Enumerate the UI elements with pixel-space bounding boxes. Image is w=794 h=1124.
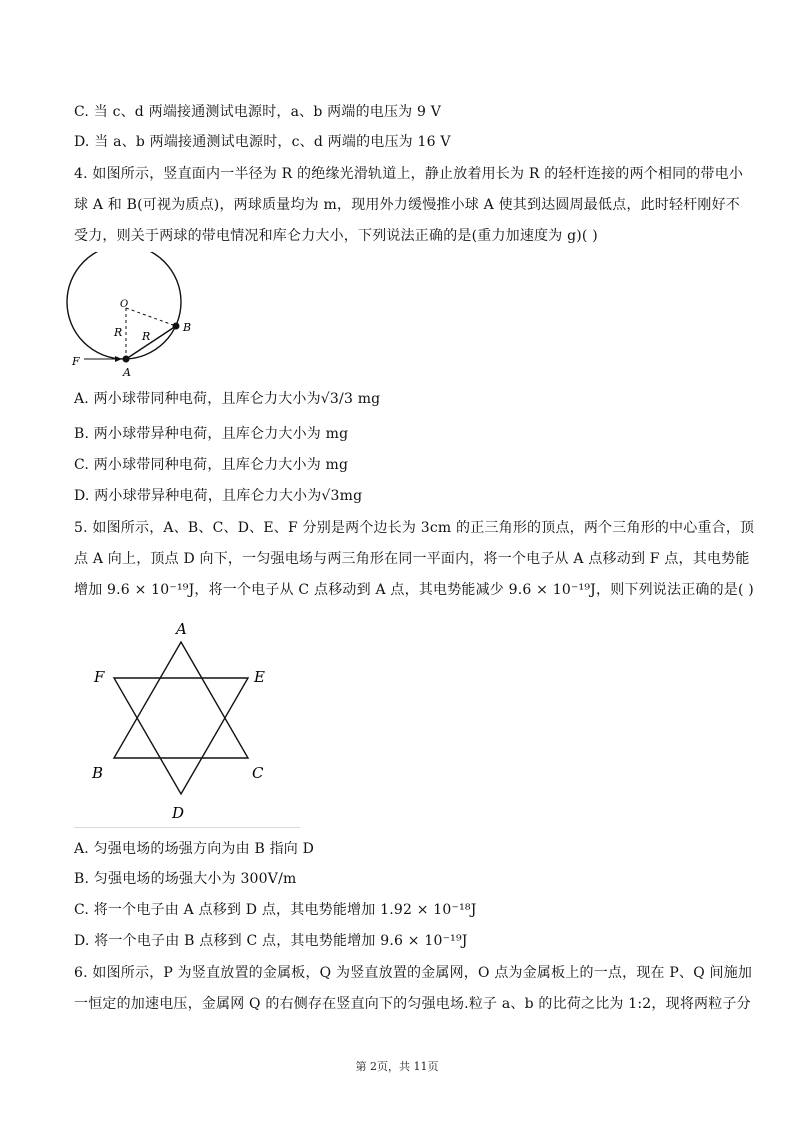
question-5-line-1: 5. 如图所示，A、B、C、D、E、F 分别是两个边长为 3cm 的正三角形的顶点，两个三角形的中心重合，顶 — [74, 520, 755, 536]
question-5-option-d: D. 将一个电子由 B 点移到 C 点，其电势能增加 9.6 × 10⁻¹⁹J — [74, 933, 468, 949]
ball-a — [123, 356, 130, 363]
ball-b — [173, 323, 180, 330]
figure-divider — [74, 827, 300, 828]
question-4-option-d: D. 两小球带异种电荷，且库仑力大小为√3mg — [74, 488, 363, 504]
question-5-line-3: 增加 9.6 × 10⁻¹⁹J，将一个电子从 C 点移动到 A 点，其电势能减少 9.6 × 10⁻¹⁹J，则下列说法正确的是( ) — [74, 582, 754, 598]
question-5-option-c: C. 将一个电子由 A 点移到 D 点，其电势能增加 1.92 × 10⁻¹⁸J — [74, 902, 477, 918]
option-d-prev: D. 当 a、b 两端接通测试电源时，c、d 两端的电压为 16 V — [74, 134, 451, 150]
circle-track-figure — [64, 252, 224, 382]
label-a: A — [123, 366, 131, 379]
label-r1: R — [114, 326, 123, 339]
vertex-d: D — [172, 804, 185, 822]
question-6-line-1: 6. 如图所示，P 为竖直放置的金属板，Q 为竖直放置的金属网，O 点为金属板上的一点，现在 P、Q 间施加 — [74, 965, 753, 981]
question-4-option-b: B. 两小球带异种电荷，且库仑力大小为 mg — [74, 426, 349, 442]
label-f: F — [72, 355, 80, 368]
option-c-prev: C. 当 c、d 两端接通测试电源时，a、b 两端的电压为 9 V — [74, 104, 442, 120]
question-5-option-b: B. 匀强电场的场强大小为 300V/m — [74, 871, 297, 887]
vertex-b: B — [92, 764, 104, 782]
question-5-option-a: A. 匀强电场的场强方向为由 B 指向 D — [74, 841, 315, 857]
radius-ob — [126, 308, 176, 326]
vertex-f: F — [94, 668, 105, 686]
question-4-option-a: A. 两小球带同种电荷，且库仑力大小为√3/3 mg — [74, 391, 381, 407]
label-r2: R — [142, 330, 151, 343]
force-f-arrow — [115, 356, 122, 362]
vertex-e: E — [254, 668, 265, 686]
page-footer: 第 2页，共 11页 — [355, 1060, 439, 1073]
question-4-line-1: 4. 如图所示，竖直面内一半径为 R 的绝缘光滑轨道上，静止放着用长为 R 的轻杆连接的两个相同的带电小 — [74, 166, 744, 182]
label-b: B — [183, 321, 192, 334]
question-4-line-2: 球 A 和 B(可视为质点)，两球质量均为 m，现用外力缓慢推小球 A 使其到达圆周最低点，此时轻杆刚好不 — [74, 197, 741, 213]
vertex-a: A — [176, 620, 187, 638]
light-rod — [126, 326, 176, 359]
question-4-option-c: C. 两小球带同种电荷，且库仑力大小为 mg — [74, 457, 349, 473]
label-o: O — [120, 299, 129, 310]
question-6-line-2: 一恒定的加速电压，金属网 Q 的右侧存在竖直向下的匀强电场.粒子 a、b 的比荷之比为 1:2，现将两粒子分 — [74, 996, 751, 1012]
question-4-line-3: 受力，则关于两球的带电情况和库仑力大小，下列说法正确的是(重力加速度为 g)( ) — [74, 228, 598, 244]
vertex-c: C — [252, 764, 264, 782]
hexagram-figure — [84, 618, 284, 823]
triangle-down — [114, 678, 248, 794]
question-5-line-2: 点 A 向上，顶点 D 向下，一匀强电场与两三角形在同一平面内，将一个电子从 A 点移动到 F 点，其电势能 — [74, 551, 750, 567]
triangle-up — [114, 642, 248, 758]
